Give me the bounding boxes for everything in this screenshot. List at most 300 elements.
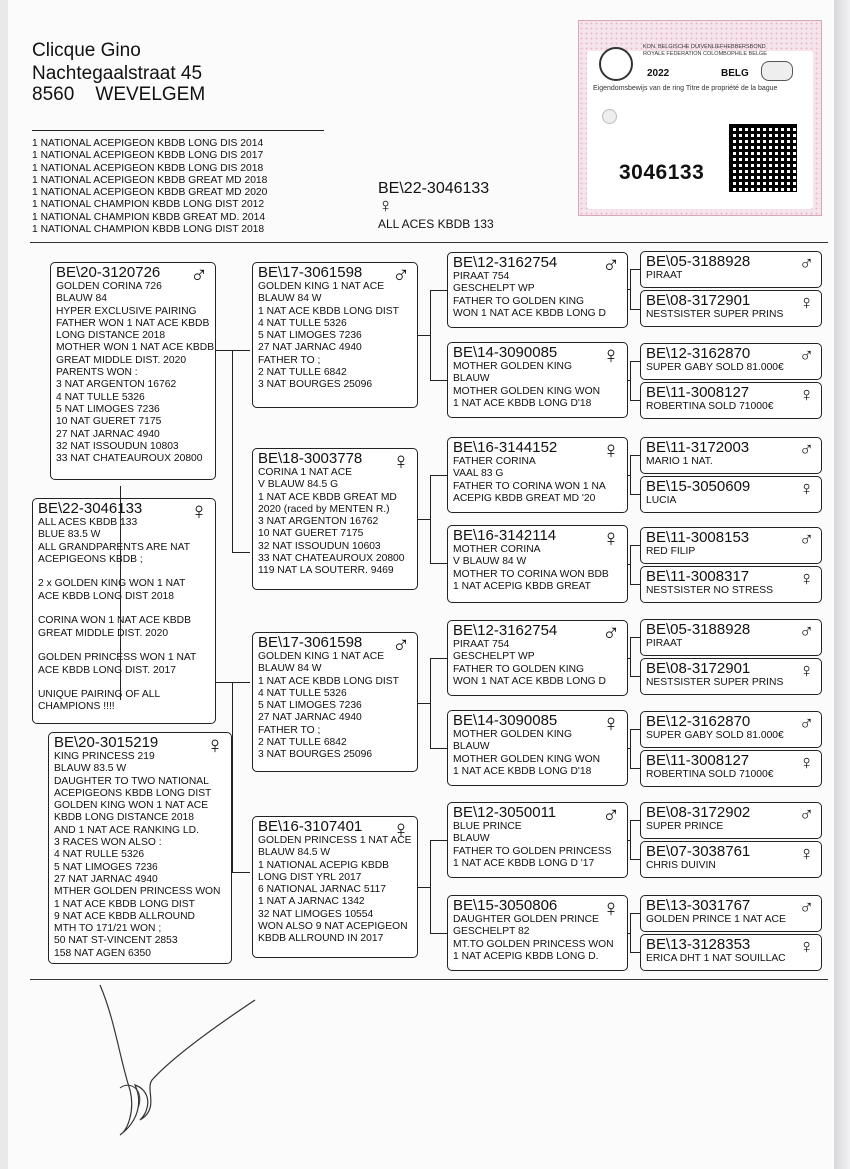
pedigree-text-line: 3 NAT ARGENTON 16762	[56, 379, 177, 391]
ring-number: BE\16-3142114	[453, 527, 557, 544]
pedigree-text-line: WON ALSO 9 NAT ACEPIGEON	[258, 921, 408, 933]
ring-number: BE\08-3172902	[646, 804, 751, 821]
pedigree-text-line: GESCHELPT WP	[453, 651, 535, 663]
pedigree-box	[640, 476, 822, 513]
tree-connector	[628, 658, 630, 659]
male-icon: ♂	[799, 621, 814, 643]
pedigree-box	[48, 732, 232, 964]
male-icon: ♂	[602, 620, 620, 647]
ring-number: BE\12-3162754	[453, 622, 558, 639]
pedigree-text-line: GOLDEN KING 1 NAT ACE	[258, 281, 385, 292]
pigeon-description: ALL ACES KBDB 133	[378, 217, 494, 231]
tree-connector	[628, 933, 630, 934]
tree-connector	[628, 475, 630, 476]
pedigree-text-line: 1 NAT ACE KBDB LONG D '17	[453, 857, 595, 869]
ring-number: BE\11-3008153	[646, 529, 750, 546]
tree-connector	[430, 380, 447, 381]
ring-number: BE\07-3038761	[646, 843, 751, 860]
pedigree-text-line: FATHER TO ;	[258, 724, 321, 736]
owner-city: 8560 WEVELGEM	[32, 84, 206, 105]
ring-number: BE\12-3162870	[646, 345, 751, 362]
pedigree-box	[32, 498, 216, 724]
accolade-line: 1 NATIONAL ACEPIGEON KBDB GREAT MD 2020	[32, 187, 268, 199]
pedigree-text-line: 2 x GOLDEN KING WON 1 NAT	[38, 578, 186, 590]
tree-connector	[630, 676, 640, 677]
card-ownership-label: Eigendomsbewijs van de ring Titre de propriété de la bague	[593, 85, 778, 92]
tree-connector	[430, 840, 447, 841]
ring-number: BE\13-3031767	[646, 897, 751, 914]
male-icon: ♂	[799, 713, 814, 735]
pedigree-box	[447, 342, 628, 418]
accolade-line: 1 NATIONAL ACEPIGEON KBDB GREAT MD 2018	[32, 174, 268, 186]
pedigree-text-line: GREAT MIDDLE DIST. 2020	[38, 627, 169, 639]
pedigree-text-line: 3 RACES WON ALSO :	[54, 837, 162, 849]
ring-number: BE\18-3003778	[258, 450, 363, 467]
female-icon: ♀	[799, 936, 814, 958]
pedigree-box	[252, 448, 418, 590]
fci-emblem-icon	[761, 61, 793, 81]
tree-connector	[630, 584, 640, 585]
pedigree-text-line: ALL GRANDPARENTS ARE NAT	[38, 541, 191, 553]
accolade-line: 1 NATIONAL ACEPIGEON KBDB LONG DIS 2018	[32, 162, 264, 174]
pedigree-text-line: LONG DIST YRL 2017	[258, 871, 362, 883]
pedigree-box	[252, 816, 418, 958]
pedigree-text-line: RED FILIP	[646, 546, 696, 557]
tree-connector	[430, 748, 447, 749]
pedigree-box	[447, 895, 628, 971]
pedigree-text-line: VAAL 83 G	[453, 468, 504, 480]
pedigree-text-line: AND 1 NAT ACE RANKING LD.	[54, 824, 199, 836]
male-icon: ♂	[602, 802, 620, 829]
tree-connector	[630, 820, 640, 821]
pedigree-text-line: NESTSISTER SUPER PRINS	[646, 309, 784, 320]
ring-number: BE\17-3061598	[258, 264, 363, 281]
tree-connector	[430, 475, 431, 563]
pedigree-text-line: MOTHER CORINA	[453, 544, 541, 555]
pedigree-box	[640, 566, 822, 603]
female-icon: ♀	[378, 195, 393, 217]
pedigree-text-line: BLAUW	[453, 741, 490, 753]
pedigree-text-line: ACEPIGEONS KBDB ;	[38, 553, 143, 565]
pedigree-box	[447, 802, 628, 878]
pedigree-text-line: MOTHER GOLDEN KING WON	[453, 753, 601, 765]
tree-connector	[630, 637, 631, 676]
tree-connector	[628, 840, 630, 841]
pedigree-text-line: BLAUW	[453, 373, 490, 385]
ring-number: BE\11-3172003	[646, 439, 750, 456]
tree-connector	[418, 703, 430, 704]
pedigree-text-line: CORINA WON 1 NAT ACE KBDB	[38, 615, 191, 627]
pedigree-text-line: ACE KBDB LONG DIST 2018	[38, 590, 175, 602]
pedigree-text-line: 1 NAT ACE KBDB LONG D'18	[453, 765, 592, 777]
pedigree-text-line: 27 NAT JARNAC 4940	[258, 712, 362, 724]
pedigree-text-line: 10 NAT GUERET 7175	[56, 416, 162, 428]
pedigree-text-line: WON 1 NAT ACE KBDB LONG D	[453, 675, 606, 687]
pedigree-text-line: GOLDEN CORINA 726	[56, 281, 162, 292]
pedigree-text-line: BLAUW	[453, 833, 490, 845]
tree-connector	[630, 400, 640, 401]
qr-code-icon	[729, 124, 797, 192]
pedigree-text-line: ACEPIG KBDB GREAT MD '20	[453, 492, 596, 504]
ring-number: BE\12-3050011	[453, 804, 557, 821]
tree-connector	[630, 913, 631, 952]
pedigree-box	[640, 527, 822, 564]
pedigree-text-line: 5 NAT LIMOGES 7236	[258, 330, 362, 342]
pedigree-text-line: 1 NAT A JARNAC 1342	[258, 896, 365, 908]
pedigree-text-line	[38, 677, 210, 689]
pedigree-text-line: ROBERTINA SOLD 71000€	[646, 401, 774, 412]
pedigree-text-line: MOTHER GOLDEN KING WON	[453, 385, 601, 397]
pigeon-ring-number: BE\22-3046133	[378, 180, 490, 197]
pedigree-text-line: ROBERTINA SOLD 71000€	[646, 769, 774, 780]
pedigree-text-line: PIRAAT	[646, 638, 683, 649]
pedigree-text-line: 3 NAT BOURGES 25096	[258, 379, 373, 391]
ring-number: BE\14-3090085	[453, 344, 558, 361]
pedigree-box	[640, 895, 822, 932]
ring-number: BE\22-3046133	[38, 500, 143, 517]
pedigree-text-line: PIRAAT 754	[453, 639, 510, 650]
ring-number: BE\13-3128353	[646, 936, 751, 953]
pedigree-text-line: GOLDEN KING 1 NAT ACE	[258, 651, 385, 662]
pedigree-text-line: 3 NAT ARGENTON 16762	[258, 516, 379, 528]
pedigree-text-line: MTH TO 171/21 WON ;	[54, 923, 162, 935]
card-country: BELG	[721, 68, 749, 79]
ring-number: BE\14-3090085	[453, 712, 558, 729]
tree-connector	[216, 350, 232, 351]
pedigree-text-line: BLAUW 84 W	[258, 293, 322, 305]
pedigree-box	[640, 382, 822, 419]
pedigree-box	[640, 711, 822, 748]
punch-hole	[602, 109, 617, 124]
accolade-line: 1 NATIONAL CHAMPION KBDB LONG DIST 2012	[32, 199, 265, 211]
pedigree-box	[447, 437, 628, 513]
tree-connector	[418, 887, 430, 888]
tree-connector	[430, 933, 447, 934]
pedigree-text-line: 119 NAT LA SOUTERR. 9469	[258, 565, 394, 577]
tree-connector	[628, 289, 630, 290]
tree-connector	[630, 637, 640, 638]
kbdb-emblem-icon	[599, 47, 633, 81]
female-icon: ♀	[602, 710, 620, 737]
tree-connector	[120, 486, 121, 700]
tree-connector	[628, 380, 630, 381]
pedigree-text-line: GESCHELPT 82	[453, 926, 530, 938]
tree-connector	[232, 682, 250, 683]
pedigree-text-line: MOTHER GOLDEN KING	[453, 729, 572, 740]
tree-connector	[216, 682, 232, 683]
pedigree-text-line: 5 NAT LIMOGES 7236	[258, 700, 362, 712]
pedigree-box	[640, 343, 822, 380]
owner-street: Nachtegaalstraat 45	[32, 63, 203, 84]
female-icon: ♀	[392, 816, 410, 843]
pedigree-box	[447, 710, 628, 786]
pedigree-text-line: NESTSISTER SUPER PRINS	[646, 677, 784, 688]
pedigree-text-line: MTHER GOLDEN PRINCESS WON	[54, 886, 221, 898]
pedigree-text-line: FATHER TO CORINA WON 1 NA	[453, 480, 606, 492]
owner-name: Clicque Gino	[32, 40, 141, 61]
pedigree-text-line: V BLAUW 84.5 G	[258, 479, 339, 491]
ring-number: BE\05-3188928	[646, 253, 751, 270]
ring-number: BE\05-3188928	[646, 621, 751, 638]
pedigree-text-line: 2 NAT TULLE 6842	[258, 737, 347, 749]
pedigree-text-line: V BLAUW 84 W	[453, 556, 527, 568]
ring-number: BE\20-3120726	[56, 264, 161, 281]
pedigree-text-line: DAUGHTER TO TWO NATIONAL	[54, 775, 209, 787]
tree-connector	[430, 475, 447, 476]
female-icon: ♀	[602, 437, 620, 464]
male-icon: ♂	[799, 804, 814, 826]
ring-number: BE\11-3008317	[646, 568, 750, 585]
tree-connector	[630, 361, 631, 400]
pedigree-box	[640, 934, 822, 971]
tree-connector	[232, 682, 233, 872]
card-ring-number: 3046133	[619, 161, 705, 184]
pedigree-text-line: 158 NAT AGEN 6350	[54, 947, 151, 959]
pedigree-text-line: BLUE 83.5 W	[38, 529, 101, 541]
ring-number: BE\16-3107401	[258, 818, 363, 835]
pedigree-text-line	[38, 640, 210, 652]
pedigree-text-line: CHRIS DUIVIN	[646, 860, 716, 871]
ring-number: BE\08-3172901	[646, 660, 751, 677]
ring-number: BE\20-3015219	[54, 734, 159, 751]
pedigree-text-line: 1 NAT ACEPIG KBDB LONG D.	[453, 950, 599, 962]
pedigree-text-line: 4 NAT TULLE 5326	[258, 687, 347, 699]
pedigree-text-line: PARENTS WON :	[56, 367, 138, 379]
pedigree-box	[50, 262, 216, 480]
accolade-line: 1 NATIONAL ACEPIGEON KBDB LONG DIS 2014	[32, 138, 264, 149]
tree-connector	[430, 290, 447, 291]
pedigree-text-line: 1 NAT ACEPIG KBDB GREAT	[453, 580, 591, 592]
pedigree-text-line: 1 NATIONAL ACEPIG KBDB	[258, 859, 390, 871]
pedigree-text-line: FATHER WON 1 NAT ACE KBDB	[56, 317, 210, 329]
tree-connector	[630, 455, 631, 494]
pedigree-text-line: 33 NAT CHATEAUROUX 20800	[258, 553, 405, 565]
pedigree-text-line: PIRAAT	[646, 270, 683, 281]
pedigree-text-line: 27 NAT JARNAC 4940	[56, 428, 160, 440]
pedigree-text-line: ERICA DHT 1 NAT SOUILLAC	[646, 953, 786, 964]
pedigree-box	[640, 841, 822, 878]
tree-connector	[430, 840, 431, 933]
tree-connector	[232, 872, 250, 873]
pedigree-text-line: GOLDEN PRINCE 1 NAT ACE	[646, 914, 786, 925]
pedigree-text-line: BLAUW 84.5 W	[258, 847, 331, 859]
pedigree-text-line: BLUE PRINCE	[453, 821, 522, 832]
male-icon: ♂	[799, 253, 814, 275]
female-icon: ♀	[799, 660, 814, 682]
pedigree-text-line: 5 NAT LIMOGES 7236	[56, 403, 160, 415]
pedigree-text-line: 6 NATIONAL JARNAC 5117	[258, 884, 386, 896]
pedigree-text-line: KBDB ALLROUND IN 2017	[258, 933, 384, 945]
tree-connector	[630, 455, 640, 456]
pedigree-text-line: FATHER TO GOLDEN KING	[453, 295, 585, 307]
pedigree-text-line: MOTHER GOLDEN KING	[453, 361, 572, 372]
pedigree-text-line: 5 NAT LIMOGES 7236	[54, 861, 158, 873]
pedigree-text-line: 1 NAT ACE KBDB LONG D'18	[453, 397, 592, 409]
pedigree-text-line: GOLDEN KING WON 1 NAT ACE	[54, 800, 209, 812]
tree-connector	[630, 768, 640, 769]
male-icon: ♂	[799, 439, 814, 461]
tree-connector	[630, 729, 631, 768]
signature	[90, 980, 270, 1150]
pedigree-text-line: 1 NAT ACE KBDB LONG DIST	[258, 305, 399, 317]
tree-connector	[418, 519, 430, 520]
pedigree-box	[252, 262, 418, 408]
male-icon: ♂	[799, 529, 814, 551]
pedigree-text-line	[38, 603, 210, 615]
pedigree-box	[640, 802, 822, 839]
tree-connector	[630, 729, 640, 730]
pedigree-text-line: HYPER EXCLUSIVE PAIRING	[56, 305, 197, 317]
accolade-line: 1 NATIONAL CHAMPION KBDB GREAT MD. 2014	[32, 211, 266, 223]
pedigree-box	[447, 252, 628, 328]
pedigree-text-line: FATHER TO GOLDEN PRINCESS	[453, 845, 612, 857]
tree-connector	[630, 269, 631, 309]
pedigree-text-line: 1 NAT ACE KBDB LONG DIST	[258, 675, 399, 687]
pedigree-text-line: LUCIA	[646, 495, 677, 506]
card-year: 2022	[647, 68, 670, 79]
male-icon: ♂	[799, 897, 814, 919]
pedigree-text-line: FATHER CORINA	[453, 456, 536, 467]
tree-connector	[630, 820, 631, 859]
pedigree-text-line: KBDB LONG DISTANCE 2018	[54, 812, 195, 824]
accolades-list	[32, 138, 267, 236]
female-icon: ♀	[799, 478, 814, 500]
header-divider	[32, 130, 324, 131]
pedigree-text-line: 4 NAT TULLE 5326	[258, 317, 347, 329]
pedigree-text-line: CHAMPIONS !!!!	[38, 701, 115, 713]
ring-number: BE\17-3061598	[258, 634, 363, 651]
pedigree-box	[640, 251, 822, 288]
pedigree-text-line: ACE KBDB LONG DIST. 2017	[38, 664, 176, 676]
pedigree-text-line: ALL ACES KBDB 133	[38, 517, 138, 528]
pedigree-text-line: GESCHELPT WP	[453, 283, 535, 295]
pedigree-text-line: 10 NAT GUERET 7175	[258, 528, 364, 540]
pedigree-text-line: 1 NAT ACE KBDB GREAT MD	[258, 491, 397, 503]
ring-number: BE\16-3144152	[453, 439, 558, 456]
pedigree-box	[252, 632, 418, 772]
pedigree-box	[640, 750, 822, 787]
male-icon: ♂	[602, 252, 620, 279]
tree-connector	[430, 563, 447, 564]
ring-number: BE\15-3050609	[646, 478, 751, 495]
tree-connector	[430, 290, 431, 380]
pedigree-text-line: BLAUW 83.5 W	[54, 763, 127, 775]
tree-connector	[630, 859, 640, 860]
female-icon: ♀	[190, 498, 208, 525]
pedigree-box	[640, 619, 822, 656]
pedigree-text-line: 27 NAT JARNAC 4940	[258, 342, 362, 354]
pigeon-summary	[378, 181, 494, 231]
pedigree-text-line: 50 NAT ST-VINCENT 2853	[54, 935, 178, 947]
ring-number: BE\12-3162870	[646, 713, 751, 730]
pedigree-text-line: 4 NAT TULLE 5326	[56, 391, 145, 403]
tree-connector	[630, 545, 631, 584]
tree-connector	[630, 494, 640, 495]
male-icon: ♂	[392, 262, 410, 289]
tree-connector	[232, 552, 250, 553]
female-icon: ♀	[799, 384, 814, 406]
female-icon: ♀	[799, 568, 814, 590]
tree-connector	[630, 309, 640, 310]
pedigree-text-line: 9 NAT ACE KBDB ALLROUND	[54, 910, 195, 922]
pedigree-text-line: 32 NAT ISSOUDUN 10603	[258, 540, 381, 552]
pedigree-text-line: NESTSISTER NO STRESS	[646, 585, 774, 596]
female-icon: ♀	[602, 525, 620, 552]
pedigree-text-line: PIRAAT 754	[453, 271, 510, 282]
pedigree-text-line: UNIQUE PAIRING OF ALL	[38, 689, 161, 701]
accolade-line: 1 NATIONAL ACEPIGEON KBDB LONG DIS 2017	[32, 150, 264, 162]
ring-number: BE\11-3008127	[646, 384, 750, 401]
pedigree-text-line: FATHER TO GOLDEN KING	[453, 663, 585, 675]
female-icon: ♀	[602, 895, 620, 922]
ring-ownership-card	[578, 20, 822, 216]
pedigree-text-line: BLAUW 84	[56, 293, 107, 305]
male-icon: ♂	[799, 345, 814, 367]
female-icon: ♀	[206, 732, 224, 759]
pedigree-text-line: SUPER GABY SOLD 81.000€	[646, 730, 784, 741]
pedigree-text-line: MT.TO GOLDEN PRINCESS WON	[453, 938, 614, 950]
pedigree-top-rule	[30, 242, 828, 243]
pedigree-text-line: BLAUW 84 W	[258, 663, 322, 675]
tree-connector	[630, 913, 640, 914]
pedigree-box	[640, 290, 822, 327]
pedigree-text-line: 27 NAT JARNAC 4940	[54, 873, 158, 885]
pedigree-box	[640, 437, 822, 474]
male-icon: ♂	[392, 632, 410, 659]
pedigree-text-line: MOTHER WON 1 NAT ACE KBDB	[56, 342, 215, 354]
pedigree-text-line: ACEPIGEONS KBDB LONG DIST	[54, 787, 212, 799]
pedigree-text-line: 2020 (raced by MENTEN R.)	[258, 503, 390, 515]
male-icon: ♂	[190, 262, 208, 289]
tree-connector	[232, 350, 233, 552]
pedigree-text-line: 1 NAT ACE KBDB LONG DIST	[54, 898, 195, 910]
tree-connector	[630, 545, 640, 546]
ring-number: BE\15-3050806	[453, 897, 558, 914]
pedigree-text-line: MARIO 1 NAT.	[646, 456, 713, 467]
ring-number: BE\11-3008127	[646, 752, 750, 769]
tree-connector	[418, 335, 430, 336]
tree-connector	[430, 658, 431, 748]
accolade-line: 1 NATIONAL CHAMPION KBDB LONG DIST 2018	[32, 224, 265, 236]
pedigree-text-line: KING PRINCESS 219	[54, 751, 155, 762]
tree-connector	[232, 350, 250, 351]
pedigree-text-line: CORINA 1 NAT ACE	[258, 467, 353, 478]
pedigree-text-line: 32 NAT ISSOUDUN 10803	[56, 440, 179, 452]
pedigree-box	[447, 620, 628, 696]
pedigree-text-line: 2 NAT TULLE 6842	[258, 367, 347, 379]
pedigree-text-line: FATHER TO ;	[258, 354, 321, 366]
pedigree-text-line: 33 NAT CHATEAUROUX 20800	[56, 453, 203, 465]
pedigree-text-line: GOLDEN PRINCESS 1 NAT ACE	[258, 835, 412, 846]
pedigree-text-line: DAUGHTER GOLDEN PRINCE	[453, 914, 599, 925]
female-icon: ♀	[602, 342, 620, 369]
pedigree-text-line: GREAT MIDDLE DIST. 2020	[56, 354, 187, 366]
tree-connector	[630, 952, 640, 953]
tree-connector	[628, 748, 630, 749]
tree-connector	[628, 564, 630, 565]
pedigree-text-line: SUPER PRINCE	[646, 821, 724, 832]
scanner-edge	[834, 0, 850, 1169]
pedigree-text-line: 3 NAT BOURGES 25096	[258, 749, 373, 761]
pedigree-box	[447, 525, 628, 603]
tree-connector	[630, 361, 640, 362]
card-organisation: KON. BELGISCHE DUIVENLIEFHEBBERSBOND ROYALE FEDERATION COLOMBOPHILE BELGE	[643, 44, 767, 57]
tree-connector	[430, 658, 447, 659]
pedigree-box	[640, 658, 822, 695]
pedigree-text-line: WON 1 NAT ACE KBDB LONG D	[453, 307, 606, 319]
pedigree-text-line: 4 NAT RULLE 5326	[54, 849, 145, 861]
ring-number: BE\08-3172901	[646, 292, 751, 309]
